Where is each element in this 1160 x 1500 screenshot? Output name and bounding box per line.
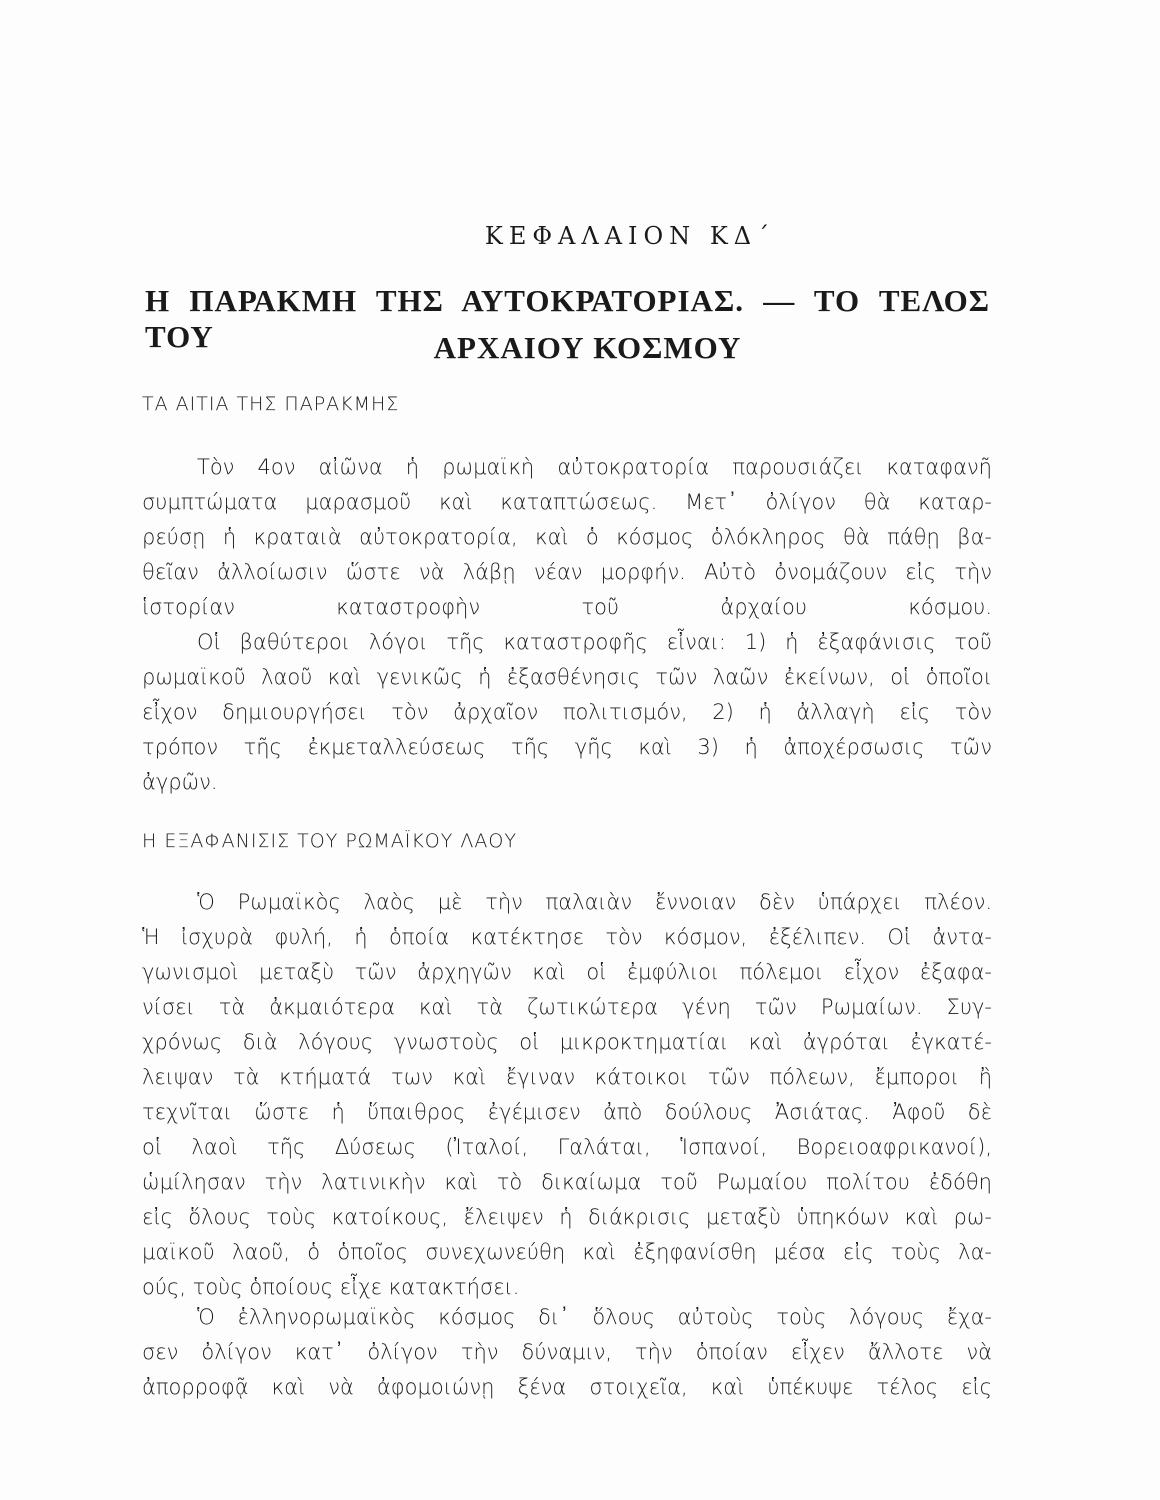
paragraph-line: εἰς ὅλους τοὺς κατοίκους, ἔλειψεν ἡ διάκρισις μεταξὺ ὑπηκόων καὶ ρω-	[142, 1205, 992, 1229]
paragraph-line: ἀγρῶν.	[142, 770, 218, 794]
paragraph-line: ρεύσῃ ἡ κραταιὰ αὐτοκρατορία, καὶ ὁ κόσμος ὁλόκληρος θὰ πάθῃ βα-	[142, 525, 992, 549]
paragraph-line: χρόνως διὰ λόγους γνωστοὺς οἱ μικροκτηματίαι καὶ ἀγρόται ἐγκατέ-	[142, 1030, 992, 1054]
paragraph-line: Ἡ ἰσχυρὰ φυλή, ἡ ὁποία κατέκτησε τὸν κόσμον, ἐξέλιπεν. Οἱ ἀντα-	[142, 925, 992, 949]
paragraph-line: νίσει τὰ ἀκμαιότερα καὶ τὰ ζωτικώτερα γένη τῶν Ρωμαίων. Συγ-	[142, 995, 992, 1019]
chapter-title-line-1: Η ΠΑΡΑΚΜΗ ΤΗΣ ΑΥΤΟΚΡΑΤΟΡΙΑΣ. — ΤΟ ΤΕΛΟΣ ΤΟΥ	[145, 283, 990, 354]
paragraph-line: θεῖαν ἀλλοίωσιν ὥστε νὰ λάβῃ νέαν μορφήν. Αὐτὸ ὀνομάζουν εἰς τὴν	[142, 560, 992, 584]
paragraph-line: ἀπορροφᾷ καὶ νὰ ἀφομοιώνῃ ξένα στοιχεῖα, καὶ ὑπέκυψε τέλος εἰς	[142, 1375, 992, 1399]
section-heading-disappearance: Η ΕΞΑΦΑΝΙΣΙΣ ΤΟΥ ΡΩΜΑΪΚΟΥ ΛΑΟΥ	[142, 830, 517, 852]
paragraph-line: λειψαν τὰ κτήματά των καὶ ἔγιναν κάτοικοι τῶν πόλεων, ἔμποροι ἢ	[142, 1065, 992, 1089]
paragraph-line: τρόπον τῆς ἐκμεταλλεύσεως τῆς γῆς καὶ 3) ἡ ἀποχέρσωσις τῶν	[142, 735, 992, 759]
section-heading-causes: ΤΑ ΑΙΤΙΑ ΤΗΣ ΠΑΡΑΚΜΗΣ	[142, 393, 400, 415]
paragraph-line: συμπτώματα μαρασμοῦ καὶ καταπτώσεως. Μετ᾽ ὀλίγον θὰ καταρ-	[142, 490, 992, 514]
paragraph-line: ἱστορίαν καταστροφὴν τοῦ ἀρχαίου κόσμου.	[142, 595, 992, 619]
paragraph-line: οἱ λαοὶ τῆς Δύσεως (Ἰταλοί, Γαλάται, Ἱσπανοί, Βορειοαφρικανοί),	[142, 1135, 992, 1159]
chapter-heading: ΚΕΦΑΛΑΙΟΝ ΚΔ΄	[484, 222, 776, 250]
paragraph-line: ρωμαϊκοῦ λαοῦ καὶ γενικῶς ἡ ἐξασθένησις τῶν λαῶν ἐκείνων, οἱ ὁποῖοι	[142, 665, 992, 689]
paragraph-3	[142, 885, 992, 1305]
paragraph-line: Ὁ ἑλληνορωμαϊκὸς κόσμος δι᾽ ὅλους αὐτοὺς τοὺς λόγους ἔχα-	[197, 1305, 992, 1329]
paragraph-line: γωνισμοὶ μεταξὺ τῶν ἀρχηγῶν καὶ οἱ ἐμφύλιοι πόλεμοι εἶχον ἐξαφα-	[142, 960, 992, 984]
paragraph-1	[142, 450, 992, 625]
paragraph-line: Τὸν 4ον αἰῶνα ἡ ρωμαϊκὴ αὐτοκρατορία παρουσιάζει καταφανῆ	[197, 455, 992, 479]
paragraph-line: ὡμίλησαν τὴν λατινικὴν καὶ τὸ δικαίωμα τοῦ Ρωμαίου πολίτου ἐδόθη	[142, 1170, 992, 1194]
paragraph-line: σεν ὀλίγον κατ᾽ ὀλίγον τὴν δύναμιν, τὴν ὁποίαν εἶχεν ἄλλοτε νὰ	[142, 1340, 992, 1364]
paragraph-line: Ὁ Ρωμαϊκὸς λαὸς μὲ τὴν παλαιὰν ἔννοιαν δὲν ὑπάρχει πλέον.	[197, 890, 992, 914]
paragraph-line: εἶχον δημιουργήσει τὸν ἀρχαῖον πολιτισμόν, 2) ἡ ἀλλαγὴ εἰς τὸν	[142, 700, 992, 724]
paragraph-line: ούς, τοὺς ὁποίους εἶχε κατακτήσει.	[142, 1275, 520, 1299]
paragraph-line: τεχνῖται ὥστε ἡ ὕπαιθρος ἐγέμισεν ἀπὸ δούλους Ἀσιάτας. Ἀφοῦ δὲ	[142, 1100, 992, 1124]
paragraph-line: μαϊκοῦ λαοῦ, ὁ ὁποῖος συνεχωνεύθη καὶ ἐξηφανίσθη μέσα εἰς τοὺς λα-	[142, 1240, 992, 1264]
paragraph-4	[142, 1300, 992, 1405]
paragraph-line: Οἱ βαθύτεροι λόγοι τῆς καταστροφῆς εἶναι: 1) ἡ ἐξαφάνισις τοῦ	[197, 630, 992, 654]
chapter-title-line-2: ΑΡΧΑΙΟΥ ΚΟΣΜΟΥ	[433, 330, 742, 365]
paragraph-2	[142, 625, 992, 800]
